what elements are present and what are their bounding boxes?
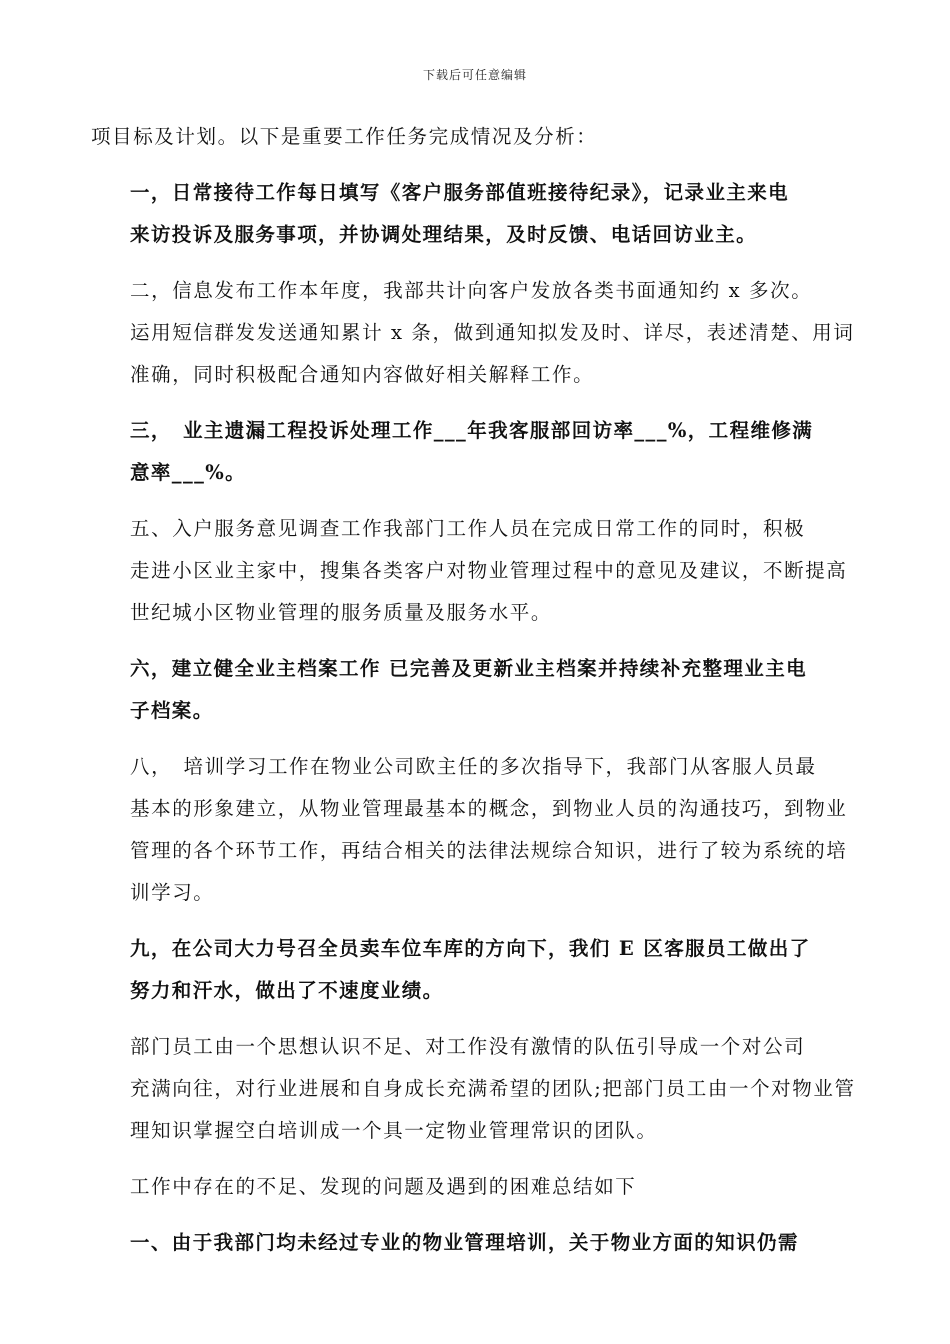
paragraph: [91, 410, 861, 494]
paragraph: [91, 270, 861, 396]
paragraph-line: 九，在公司大力号召全员卖车位车库的方向下，我们 E 区客服员工做出了: [130, 937, 811, 960]
paragraph-line: 训学习。: [130, 881, 215, 904]
paragraph-line: 运用短信群发发送通知累计 x 条，做到通知拟发及时、详尽，表述清楚、用词: [130, 321, 855, 344]
paragraph: [91, 172, 861, 256]
paragraph-line: 管理的各个环节工作，再结合相关的法律法规综合知识，进行了较为系统的培: [130, 839, 848, 862]
paragraph-line: 部门员工由一个思想认识不足、对工作没有激情的队伍引导成一个对公司: [130, 1035, 806, 1058]
paragraph-line: 意率___%。: [130, 461, 247, 484]
paragraph-line: 二，信息发布工作本年度，我部共计向客户发放各类书面通知约 x 多次。: [130, 279, 813, 302]
paragraph: [91, 928, 861, 1012]
paragraph-line: 努力和汗水，做出了不速度业绩。: [130, 979, 444, 1002]
paragraph-line: 基本的形象建立，从物业管理最基本的概念，到物业人员的沟通技巧，到物业: [130, 797, 848, 820]
paragraph-line: 工作中存在的不足、发现的问题及遇到的困难总结如下: [130, 1175, 637, 1198]
paragraph-line: 五、入户服务意见调查工作我部门工作人员在完成日常工作的同时，积极: [130, 517, 806, 540]
page-header: 下载后可任意编辑: [422, 68, 527, 82]
paragraph-line: 准确，同时积极配合通知内容做好相关解释工作。: [130, 363, 595, 386]
paragraph-line: 一，日常接待工作每日填写《客户服务部值班接待纪录》，记录业主来电: [130, 181, 790, 204]
document-body: [91, 116, 861, 1278]
paragraph-line: 走进小区业主家中，搜集各类客户对物业管理过程中的意见及建议，不断提高: [130, 559, 848, 582]
paragraph: [91, 1026, 861, 1152]
paragraph-line: 一、由于我部门均未经过专业的物业管理培训，关于物业方面的知识仍需: [130, 1231, 799, 1254]
paragraph: [91, 1222, 861, 1264]
paragraph-line: 八， 培训学习工作在物业公司欧主任的多次指导下，我部门从客服人员最: [130, 755, 817, 778]
paragraph-line: 六，建立健全业主档案工作 已完善及更新业主档案并持续补充整理业主电: [130, 657, 807, 680]
paragraph-line: 项目标及计划。以下是重要工作任务完成情况及分析：: [91, 125, 598, 148]
paragraph-line: 来访投诉及服务事项，并协调处理结果，及时反馈、电话回访业主。: [130, 223, 758, 246]
paragraph-line: 充满向往，对行业进展和自身成长充满希望的团队;把部门员工由一个对物业管: [130, 1077, 856, 1100]
paragraph-line: 三， 业主遗漏工程投诉处理工作___年我客服部回访率___%，工程维修满: [130, 419, 814, 442]
paragraph: [91, 648, 861, 732]
paragraph: [91, 746, 861, 914]
paragraph: [91, 1166, 861, 1208]
paragraph-line: 子档案。: [130, 699, 214, 722]
paragraph-line: 理知识掌握空白培训成一个具一定物业管理常识的团队。: [130, 1119, 658, 1142]
paragraph: [91, 116, 861, 158]
paragraph: [91, 508, 861, 634]
paragraph-line: 世纪城小区物业管理的服务质量及服务水平。: [130, 601, 553, 624]
